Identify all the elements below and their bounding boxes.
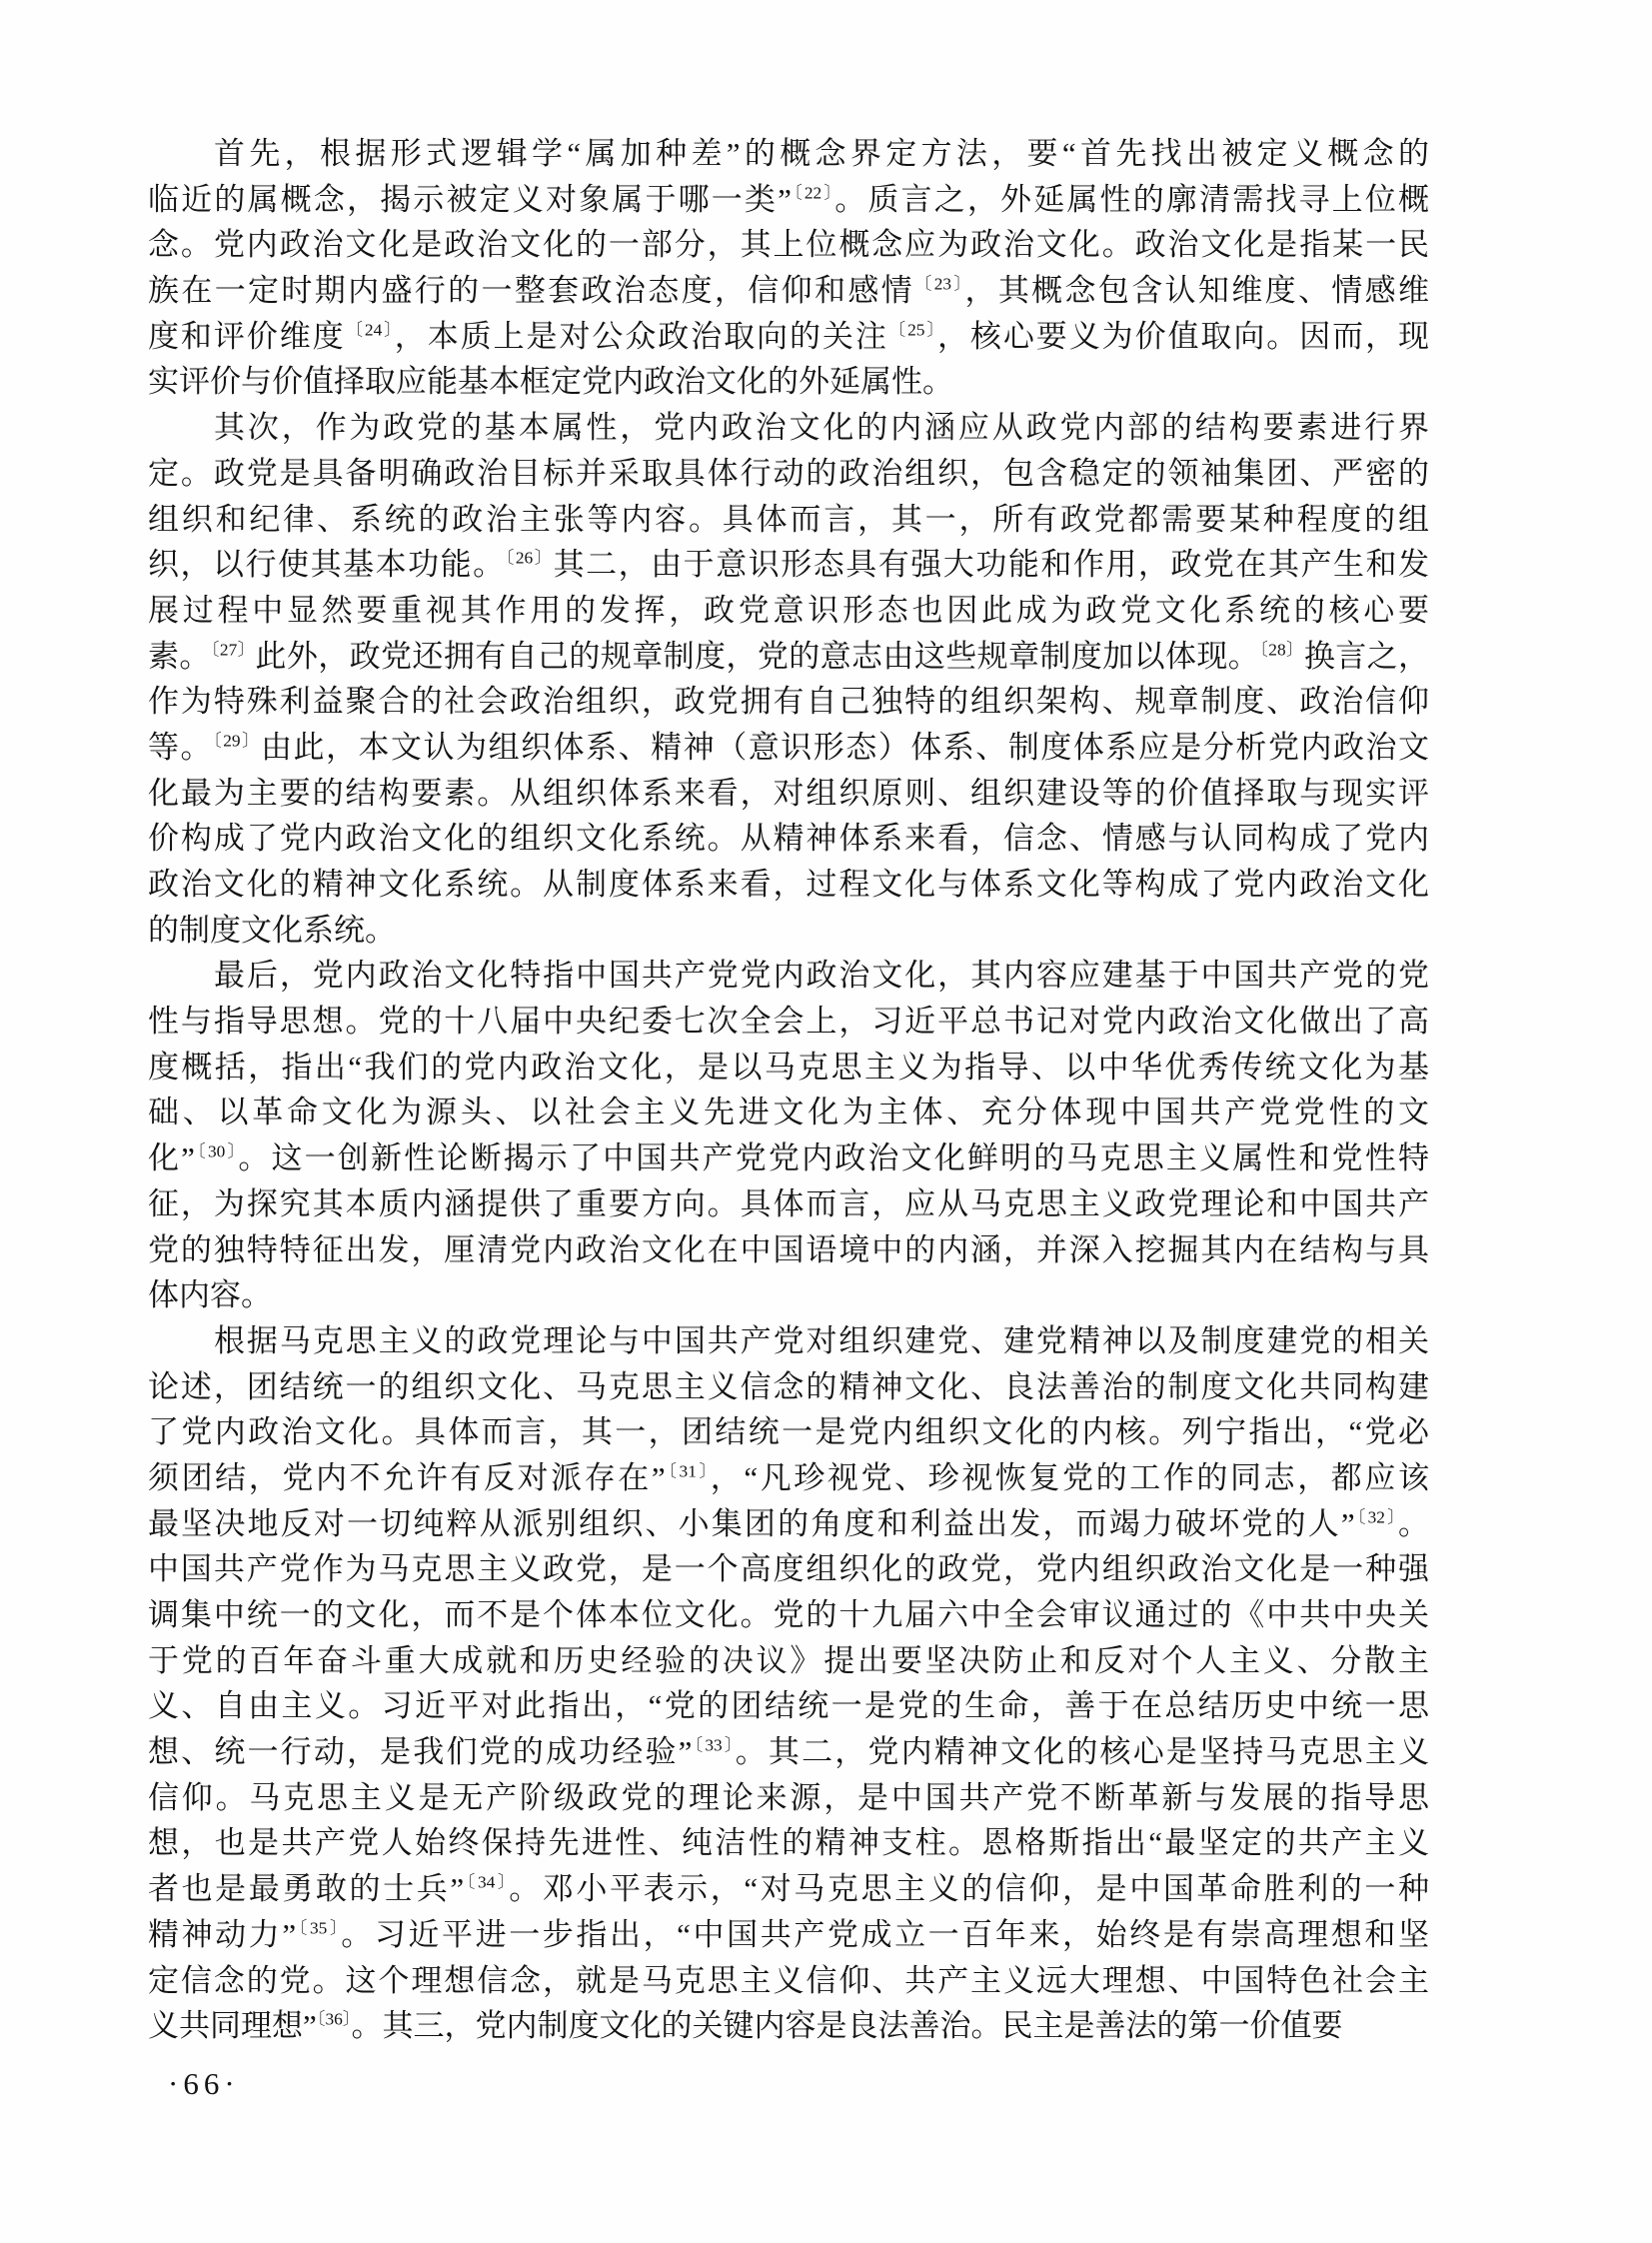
paragraph	[148, 131, 1429, 405]
citation-ref: 〔30〕	[194, 1141, 239, 1161]
text-line: 精神动力”$^{〔35〕}$。习近平进一步指出，“中国共产党成立一百年来，始终是有崇高理想和坚	[148, 1916, 1429, 1952]
text-line: 首先，根据形式逻辑学“属加种差”的概念界定方法，要“首先找出被定义概念的	[214, 136, 1429, 171]
text-line: 想、统一行动，是我们党的成功经验”$^{〔33〕}$。其二，党内精神文化的核心是坚持马克思主义	[148, 1734, 1430, 1770]
citation-ref: 〔26〕	[505, 548, 554, 568]
text-line: 度概括，指出“我们的党内政治文化，是以马克思主义为指导、以中华优秀传统文化为基	[148, 1049, 1429, 1085]
text-line: 化最为主要的结构要素。从组织体系来看，对组织原则、组织建设等的价值择取与现实评	[148, 775, 1429, 811]
text-line: 价构成了党内政治文化的组织文化系统。从精神体系来看，信念、情感与认同构成了党内	[148, 821, 1429, 857]
text-line: 临近的属概念，揭示被定义对象属于哪一类”$^{〔22〕}$。质言之，外延属性的廓清需找寻上位概	[148, 181, 1430, 217]
citation-ref: 〔24〕	[345, 320, 395, 340]
text-line: 最坚决地反对一切纯粹从派别组织、小集团的角度和利益出发，而竭力破坏党的人”$^{〔32〕}$。	[148, 1505, 1429, 1541]
text-line: 最后，党内政治文化特指中国共产党党内政治文化，其内容应建基于中国共产党的党	[214, 958, 1429, 994]
text-line: 度和评价维度$^{〔24〕}$，本质上是对公众政治取向的关注$^{〔25〕}$，核心要义为价值取向。因而，现	[148, 318, 1430, 354]
text-line: 定。政党是具备明确政治目标并采取具体行动的政治组织，包含稳定的领袖集团、严密的	[148, 455, 1429, 491]
text-line: 信仰。马克思主义是无产阶级政党的理论来源，是中国共产党不断革新与发展的指导思	[148, 1779, 1429, 1815]
text-line: 素。$^{〔27〕}$此外，政党还拥有自己的规章制度，党的意志由这些规章制度加以体现。$^{〔28〕}$换言之，	[148, 638, 1430, 674]
citation-ref: 〔34〕	[464, 1872, 510, 1892]
citation-ref: 〔29〕	[213, 731, 261, 751]
text-line: 实评价与价值择取应能基本框定党内政治文化的外延属性。	[148, 364, 953, 400]
page-number: ·66·	[168, 2066, 240, 2101]
text-line: 定信念的党。这个理想信念，就是马克思主义信仰、共产主义远大理想、中国特色社会主	[148, 1962, 1429, 1998]
text-line: 者也是最勇敢的士兵”$^{〔34〕}$。邓小平表示，“对马克思主义的信仰，是中国革命胜利的一种	[148, 1871, 1429, 1907]
text-line: 义、自由主义。习近平对此指出，“党的团结统一是党的生命，善于在总结历史中统一思	[148, 1688, 1429, 1724]
text-line: 须团结，党内不允许有反对派存在”$^{〔31〕}$，“凡珍视党、珍视恢复党的工作的同志，都应该	[148, 1459, 1429, 1495]
paragraph	[148, 953, 1429, 1318]
citation-ref: 〔35〕	[296, 1918, 342, 1938]
paragraph	[148, 1318, 1429, 2049]
text-line: 念。党内政治文化是政治文化的一部分，其上位概念应为政治文化。政治文化是指某一民	[148, 227, 1429, 263]
citation-ref: 〔36〕	[316, 2009, 352, 2029]
text-line: 于党的百年奋斗重大成就和历史经验的决议》提出要坚决防止和反对个人主义、分散主	[148, 1642, 1429, 1678]
text-line: 想，也是共产党人始终保持先进性、纯洁性的精神支柱。恩格斯指出“最坚定的共产主义	[148, 1825, 1429, 1861]
text-line: 化”$^{〔30〕}$。这一创新性论断揭示了中国共产党党内政治文化鲜明的马克思主义属性和党性特	[148, 1140, 1430, 1176]
text-line: 政治文化的精神文化系统。从制度体系来看，过程文化与体系文化等构成了党内政治文化	[148, 867, 1429, 902]
text-line: 义共同理想”$^{〔36〕}$。其三，党内制度文化的关键内容是良法善治。民主是善法的第一价值要	[148, 2008, 1343, 2044]
text-line: 论述，团结统一的组织文化、马克思主义信念的精神文化、良法善治的制度文化共同构建	[148, 1368, 1429, 1404]
text-line: 根据马克思主义的政党理论与中国共产党对组织建党、建党精神以及制度建党的相关	[214, 1322, 1429, 1358]
text-line: 征，为探究其本质内涵提供了重要方向。具体而言，应从马克思主义政党理论和中国共产	[148, 1185, 1429, 1221]
text-line: 中国共产党作为马克思主义政党，是一个高度组织化的政党，党内组织政治文化是一种强	[148, 1551, 1429, 1587]
citation-ref: 〔25〕	[887, 320, 937, 340]
text-line: 了党内政治文化。具体而言，其一，团结统一是党内组织文化的内核。列宁指出，“党必	[148, 1414, 1429, 1450]
text-line: 党的独特特征出发，厘清党内政治文化在中国语境中的内涵，并深入挖掘其内在结构与具	[148, 1231, 1429, 1267]
paragraph	[148, 405, 1429, 953]
text-line: 展过程中显然要重视其作用的发挥，政党意识形态也因此成为政党文化系统的核心要	[148, 592, 1429, 628]
text-line: 等。$^{〔29〕}$由此，本文认为组织体系、精神（意识形态）体系、制度体系应是分析党内政治文	[148, 729, 1430, 765]
text-line: 族在一定时期内盛行的一整套政治态度，信仰和感情$^{〔23〕}$，其概念包含认知维度、情感维	[148, 273, 1429, 309]
citation-ref: 〔23〕	[914, 274, 965, 294]
citation-ref: 〔33〕	[692, 1735, 736, 1755]
citation-ref: 〔27〕	[210, 640, 256, 660]
text-line: 其次，作为政党的基本属性，党内政治文化的内涵应从政党内部的结构要素进行界	[214, 410, 1429, 446]
text-line: 调集中统一的文化，而不是个体本位文化。党的十九届六中全会审议通过的《中共中央关	[148, 1597, 1429, 1632]
citation-ref: 〔22〕	[791, 183, 835, 203]
citation-ref: 〔31〕	[665, 1461, 711, 1481]
citation-ref: 〔28〕	[1259, 640, 1304, 660]
text-line: 组织和纪律、系统的政治主张等内容。具体而言，其一，所有政党都需要某种程度的组	[148, 501, 1429, 537]
citation-ref: 〔32〕	[1354, 1507, 1398, 1527]
text-line: 的制度文化系统。	[148, 912, 396, 948]
text-line: 体内容。	[148, 1277, 272, 1313]
text-line: 作为特殊利益聚合的社会政治组织，政党拥有自己独特的组织架构、规章制度、政治信仰	[148, 684, 1429, 720]
text-line: 础、以革命文化为源头、以社会主义先进文化为主体、充分体现中国共产党党性的文	[148, 1095, 1429, 1130]
text-body	[148, 131, 1429, 2049]
text-line: 织，以行使其基本功能。$^{〔26〕}$其二，由于意识形态具有强大功能和作用，政党在其产生和发	[148, 547, 1430, 583]
text-line: 性与指导思想。党的十八届中央纪委七次全会上，习近平总书记对党内政治文化做出了高	[148, 1004, 1429, 1040]
